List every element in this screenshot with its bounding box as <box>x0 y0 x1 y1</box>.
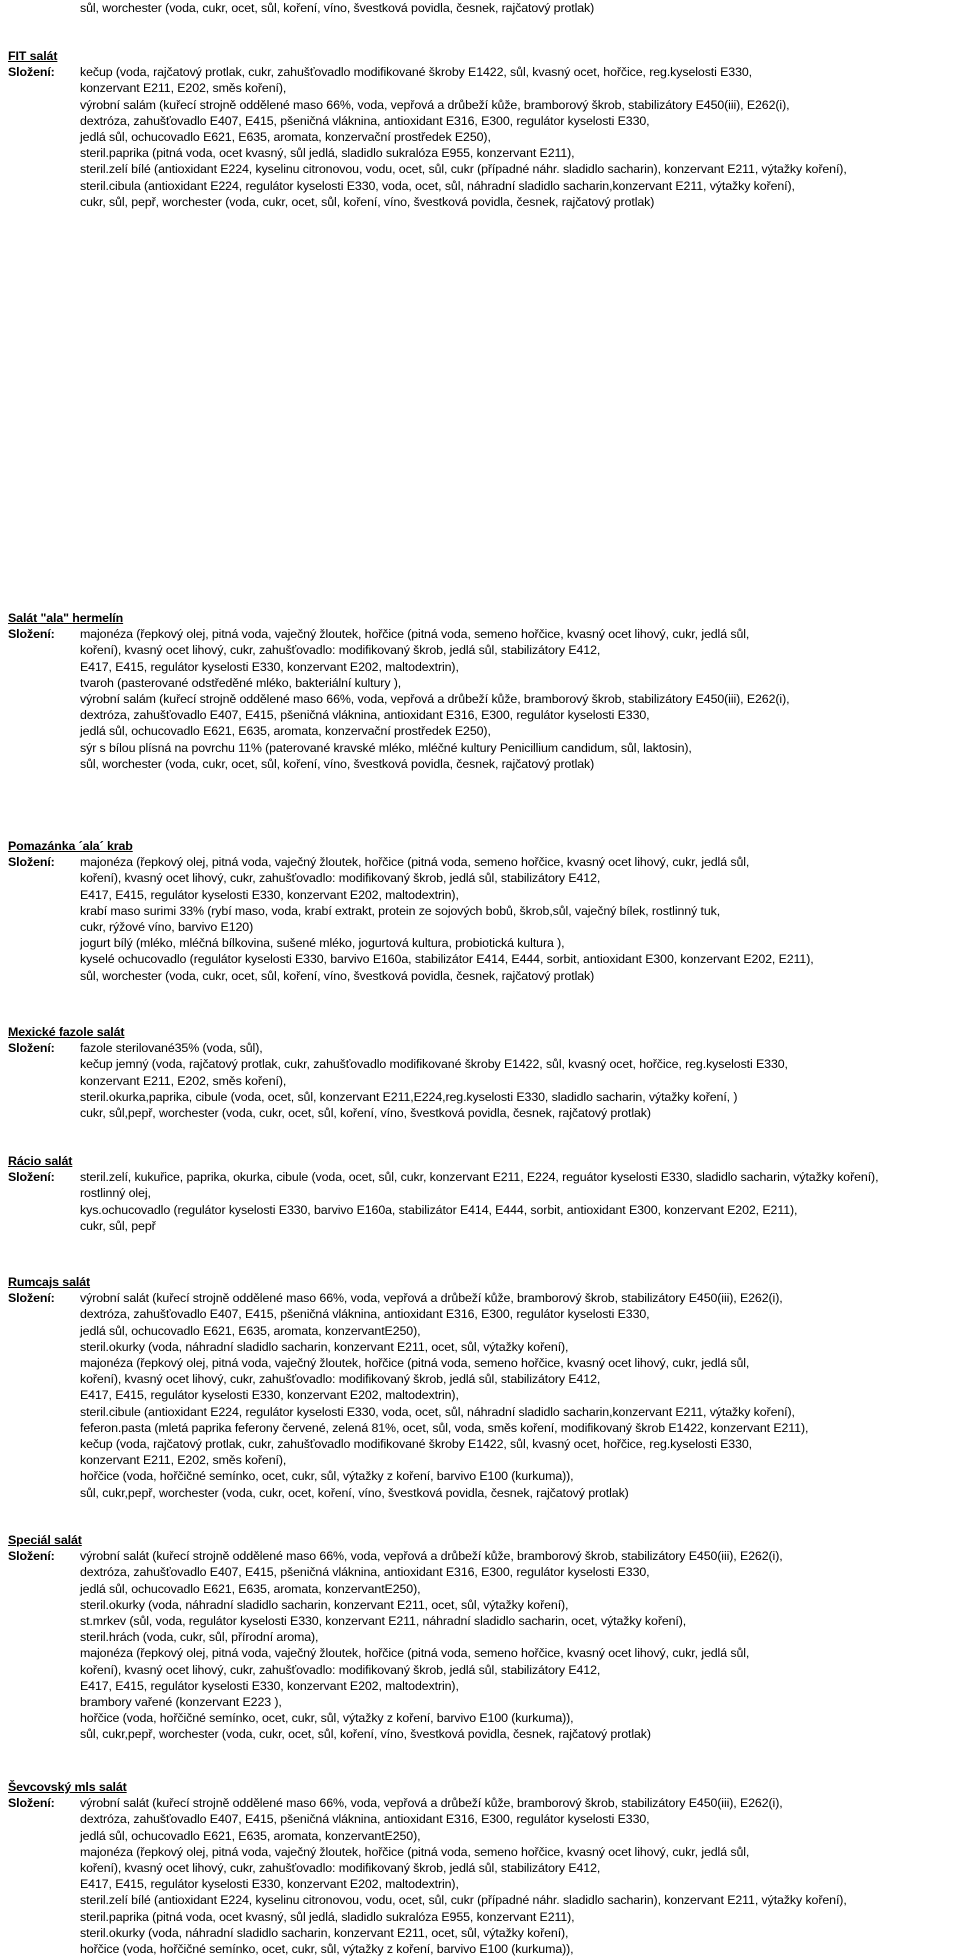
ingredient-line: dextróza, zahušťovadlo E407, E415, pšeničná vláknina, antioxidant E316, E300, regulátor kyselosti E330, <box>80 1565 650 1580</box>
ingredient-line: kečup (voda, rajčatový protlak, cukr, zahušťovadlo modifikované škroby E1422, sůl, kvasný ocet, hořčice, reg.kyselosti E330, <box>80 1437 753 1451</box>
ingredient-line: konzervant E211, E202, směs koření), <box>80 1453 287 1468</box>
ingredient-line: tvaroh (pasterované odstředěné mléko, bakteriální kultury ), <box>80 675 402 690</box>
top-continuation-line: sůl, worchester (voda, cukr, ocet, sůl, koření, víno, švestková povidla, česnek, rajčatový protlak) <box>80 1 595 15</box>
ingredient-line: steril.zelí bílé (antioxidant E224, kyselinu citronovou, vodu, ocet, sůl, cukr (případné náhr. sladidlo sacharin), konzervant E211, výtažky koření), <box>80 1893 847 1908</box>
ingredient-line: kyselé ochucovadlo (regulátor kyselosti E330, barvivo E160a, stabilizátor E414, E444, sorbit, antioxidant E300, konzervant E202, E211), <box>80 952 814 967</box>
ingredient-line: E417, E415, regulátor kyselosti E330, konzervant E202, maltodextrin), <box>80 1877 459 1892</box>
ingredient-line: steril.okurky (voda, náhradní sladidlo sacharin, konzervant E211, ocet, sůl, výtažky koření), <box>80 1597 569 1612</box>
ingredient-line: dextróza, zahušťovadlo E407, E415, pšeničná vláknina, antioxidant E316, E300, regulátor kyselosti E330, <box>80 1812 650 1827</box>
section-title: Speciál salát <box>8 1533 82 1547</box>
ingredient-line: hořčice (voda, hořčičné semínko, ocet, cukr, sůl, výtažky z koření, barvivo E100 (kurkuma)), <box>80 1469 574 1484</box>
composition-label: Složení: <box>8 1796 55 1811</box>
ingredient-line: sůl, cukr,pepř, worchester (voda, cukr, ocet, koření, víno, švestková povidla, česnek, rajčatový protlak) <box>80 1485 629 1500</box>
ingredient-line: výrobní salát (kuřecí strojně oddělené maso 66%, voda, vepřová a drůbeží kůže, bramborový škrob, stabilizátory E450(iii), E262(i), <box>80 1291 783 1306</box>
ingredient-line: kečup (voda, rajčatový protlak, cukr, zahušťovadlo modifikované škroby E1422, sůl, kvasný ocet, hořčice, reg.kyselosti E330, <box>80 65 753 80</box>
ingredient-line: steril.cibule (antioxidant E224, regulátor kyselosti E330, voda, ocet, sůl, náhradní sladidlo sacharin,konzervant E211, výtažky koření), <box>80 1404 795 1419</box>
ingredient-line: jedlá sůl, ochucovadlo E621, E635, aromata, konzervační prostředek E250), <box>80 724 491 739</box>
ingredient-line: kečup jemný (voda, rajčatový protlak, cukr, zahušťovadlo modifikované škroby E1422, sůl, kvasný ocet, hořčice, reg.kyselosti E330, <box>80 1057 788 1072</box>
ingredient-line: steril.okurky (voda, náhradní sladidlo sacharin, konzervant E211, ocet, sůl, výtažky koření), <box>80 1339 569 1354</box>
ingredient-line: koření), kvasný ocet lihový, cukr, zahušťovadlo: modifikovaný škrob, jedlá sůl, stabilizátory E412, <box>80 1662 601 1677</box>
ingredient-line: jedlá sůl, ochucovadlo E621, E635, aromata, konzervační prostředek E250), <box>80 130 491 144</box>
ingredient-line: jogurt bílý (mléko, mléčná bílkovina, sušené mléko, jogurtová kultura, probiotická kultura ), <box>80 936 565 951</box>
ingredient-line: steril.okurky (voda, náhradní sladidlo sacharin, konzervant E211, ocet, sůl, výtažky koření), <box>80 1925 569 1940</box>
ingredient-line: sůl, worchester (voda, cukr, ocet, sůl, koření, víno, švestková povidla, česnek, rajčatový protlak) <box>80 968 595 983</box>
ingredient-line: výrobní salám (kuřecí strojně oddělené maso 66%, voda, vepřová a drůbeží kůže, bramborový škrob, stabilizátory E450(iii), E262(i), <box>80 692 790 706</box>
ingredient-line: výrobní salát (kuřecí strojně oddělené maso 66%, voda, vepřová a drůbeží kůže, bramborový škrob, stabilizátory E450(iii), E262(i), <box>80 1796 783 1811</box>
composition-label: Složení: <box>8 1291 55 1306</box>
composition-label: Složení: <box>8 627 55 642</box>
ingredient-line: majonéza (řepkový olej, pitná voda, vaječný žloutek, hořčice (pitná voda, semeno hořčice, kvasný ocet lihový, cukr, jedlá sůl, <box>80 1356 750 1370</box>
ingredient-line: sůl, worchester (voda, cukr, ocet, sůl, koření, víno, švestková povidla, česnek, rajčatový protlak) <box>80 756 595 771</box>
ingredient-line: cukr, sůl, pepř, worchester (voda, cukr, ocet, sůl, koření, víno, švestková povidla, česnek, rajčatový protlak) <box>80 194 655 209</box>
ingredient-line: krabí maso surimi 33% (rybí maso, voda, krabí extrakt, protein ze sojových bobů, škrob,sůl, vaječný bílek, rostlinný tuk, <box>80 903 721 918</box>
ingredient-line: cukr, sůl, pepř <box>80 1218 156 1233</box>
ingredient-line: majonéza (řepkový olej, pitná voda, vaječný žloutek, hořčice (pitná voda, semeno hořčice, kvasný ocet lihový, cukr, jedlá sůl, <box>80 1844 750 1859</box>
ingredient-line: jedlá sůl, ochucovadlo E621, E635, aromata, konzervantE250), <box>80 1581 421 1596</box>
composition-label: Složení: <box>8 1549 55 1564</box>
section-title: Rácio salát <box>8 1154 73 1168</box>
ingredient-line: dextróza, zahušťovadlo E407, E415, pšeničná vláknina, antioxidant E316, E300, regulátor kyselosti E330, <box>80 113 650 128</box>
ingredient-line: majonéza (řepkový olej, pitná voda, vaječný žloutek, hořčice (pitná voda, semeno hořčice, kvasný ocet lihový, cukr, jedlá sůl, <box>80 627 750 642</box>
ingredient-line: hořčice (voda, hořčičné semínko, ocet, cukr, sůl, výtažky z koření, barvivo E100 (kurkuma)), <box>80 1942 574 1956</box>
ingredient-line: jedlá sůl, ochucovadlo E621, E635, aromata, konzervantE250), <box>80 1828 421 1843</box>
ingredient-line: sýr s bílou plísná na povrchu 11% (paterované kravské mléko, mléčné kultury Penicillium candidum, sůl, laktosin), <box>80 740 692 755</box>
composition-label: Složení: <box>8 65 55 80</box>
ingredient-line: majonéza (řepkový olej, pitná voda, vaječný žloutek, hořčice (pitná voda, semeno hořčice, kvasný ocet lihový, cukr, jedlá sůl, <box>80 1646 750 1661</box>
section-title: Ševcovský mls salát <box>8 1780 127 1794</box>
section-title: Mexické fazole salát <box>8 1025 125 1039</box>
ingredient-line: st.mrkev (sůl, voda, regulátor kyselosti E330, konzervant E211, náhradní sladidlo sacharin, ocet, výtažky koření), <box>80 1614 687 1628</box>
ingredient-line: jedlá sůl, ochucovadlo E621, E635, aromata, konzervantE250), <box>80 1323 421 1338</box>
ingredient-line: dextróza, zahušťovadlo E407, E415, pšeničná vláknina, antioxidant E316, E300, regulátor kyselosti E330, <box>80 708 650 723</box>
ingredient-line: konzervant E211, E202, směs koření), <box>80 81 287 96</box>
section-title: Salát "ala" hermelín <box>8 611 124 625</box>
ingredient-line: E417, E415, regulátor kyselosti E330, konzervant E202, maltodextrin), <box>80 659 459 674</box>
ingredient-line: steril.cibula (antioxidant E224, regulátor kyselosti E330, voda, ocet, sůl, náhradní sladidlo sacharin,konzervant E211, výtažky koření), <box>80 178 795 193</box>
ingredient-line: hořčice (voda, hořčičné semínko, ocet, cukr, sůl, výtažky z koření, barvivo E100 (kurkuma)), <box>80 1711 574 1726</box>
composition-label: Složení: <box>8 855 55 870</box>
ingredient-line: výrobní salám (kuřecí strojně oddělené maso 66%, voda, vepřová a drůbeží kůže, bramborový škrob, stabilizátory E450(iii), E262(i), <box>80 97 790 112</box>
ingredient-line: feferon.pasta (mletá paprika feferony červené, zelená 81%, ocet, sůl, voda, směs koření, modifikovaný škrob E1422, konzervant E211), <box>80 1420 809 1435</box>
composition-label: Složení: <box>8 1170 55 1185</box>
ingredient-line: E417, E415, regulátor kyselosti E330, konzervant E202, maltodextrin), <box>80 1388 459 1403</box>
ingredient-line: steril.zelí, kukuřice, paprika, okurka, cibule (voda, ocet, sůl, cukr, konzervant E211, E224, reguátor kyselosti E330, sladidlo sacharin, výtažky koření), <box>80 1170 879 1185</box>
ingredient-line: koření), kvasný ocet lihový, cukr, zahušťovadlo: modifikovaný škrob, jedlá sůl, stabilizátory E412, <box>80 1861 601 1875</box>
ingredient-line: steril.paprika (pitná voda, ocet kvasný, sůl jedlá, sladidlo sukralóza E955, konzervant E211), <box>80 1909 575 1924</box>
ingredient-line: E417, E415, regulátor kyselosti E330, konzervant E202, maltodextrin), <box>80 1678 459 1693</box>
ingredient-line: konzervant E211, E202, směs koření), <box>80 1073 287 1088</box>
ingredient-line: steril.zelí bílé (antioxidant E224, kyselinu citronovou, vodu, ocet, sůl, cukr (případné náhr. sladidlo sacharin), konzervant E211, výtažky koření), <box>80 162 847 177</box>
ingredient-line: steril.okurka,paprika, cibule (voda, ocet, sůl, konzervant E211,E224,reg.kyselosti E330, sladidlo sacharin, výtažky koření, ) <box>80 1089 738 1104</box>
ingredient-line: E417, E415, regulátor kyselosti E330, konzervant E202, maltodextrin), <box>80 887 459 902</box>
ingredient-line: koření), kvasný ocet lihový, cukr, zahušťovadlo: modifikovaný škrob, jedlá sůl, stabilizátory E412, <box>80 643 601 658</box>
composition-label: Složení: <box>8 1041 55 1056</box>
ingredient-line: steril.paprika (pitná voda, ocet kvasný, sůl jedlá, sladidlo sukralóza E955, konzervant E211), <box>80 146 575 161</box>
ingredient-line: cukr, sůl,pepř, worchester (voda, cukr, ocet, sůl, koření, víno, švestková povidla, česnek, rajčatový protlak) <box>80 1106 651 1120</box>
ingredient-line: cukr, rýžové víno, barvivo E120) <box>80 920 254 934</box>
ingredient-line: kys.ochucovadlo (regulátor kyselosti E330, barvivo E160a, stabilizátor E414, E444, sorbit, antioxidant E300, konzervant E202, E211), <box>80 1202 798 1217</box>
ingredient-line: steril.hrách (voda, cukr, sůl, přírodní aroma), <box>80 1630 319 1645</box>
section-title: Rumcajs salát <box>8 1275 91 1289</box>
ingredient-line: brambory vařené (konzervant E223 ), <box>80 1695 282 1709</box>
ingredient-line: fazole sterilované35% (voda, sůl), <box>80 1041 263 1056</box>
ingredient-line: koření), kvasný ocet lihový, cukr, zahušťovadlo: modifikovaný škrob, jedlá sůl, stabilizátory E412, <box>80 871 601 886</box>
ingredient-line: majonéza (řepkový olej, pitná voda, vaječný žloutek, hořčice (pitná voda, semeno hořčice, kvasný ocet lihový, cukr, jedlá sůl, <box>80 855 750 870</box>
ingredient-line: koření), kvasný ocet lihový, cukr, zahušťovadlo: modifikovaný škrob, jedlá sůl, stabilizátory E412, <box>80 1372 601 1387</box>
ingredient-line: rostlinný olej, <box>80 1186 151 1201</box>
section-title: Pomazánka ´ala´ krab <box>8 839 133 853</box>
ingredient-line: sůl, cukr,pepř, worchester (voda, cukr, ocet, sůl, koření, víno, švestková povidla, česnek, rajčatový protlak) <box>80 1727 651 1742</box>
ingredient-line: výrobní salát (kuřecí strojně oddělené maso 66%, voda, vepřová a drůbeží kůže, bramborový škrob, stabilizátory E450(iii), E262(i), <box>80 1549 783 1564</box>
section-title: FIT salát <box>8 49 58 63</box>
ingredient-line: dextróza, zahušťovadlo E407, E415, pšeničná vláknina, antioxidant E316, E300, regulátor kyselosti E330, <box>80 1307 650 1322</box>
